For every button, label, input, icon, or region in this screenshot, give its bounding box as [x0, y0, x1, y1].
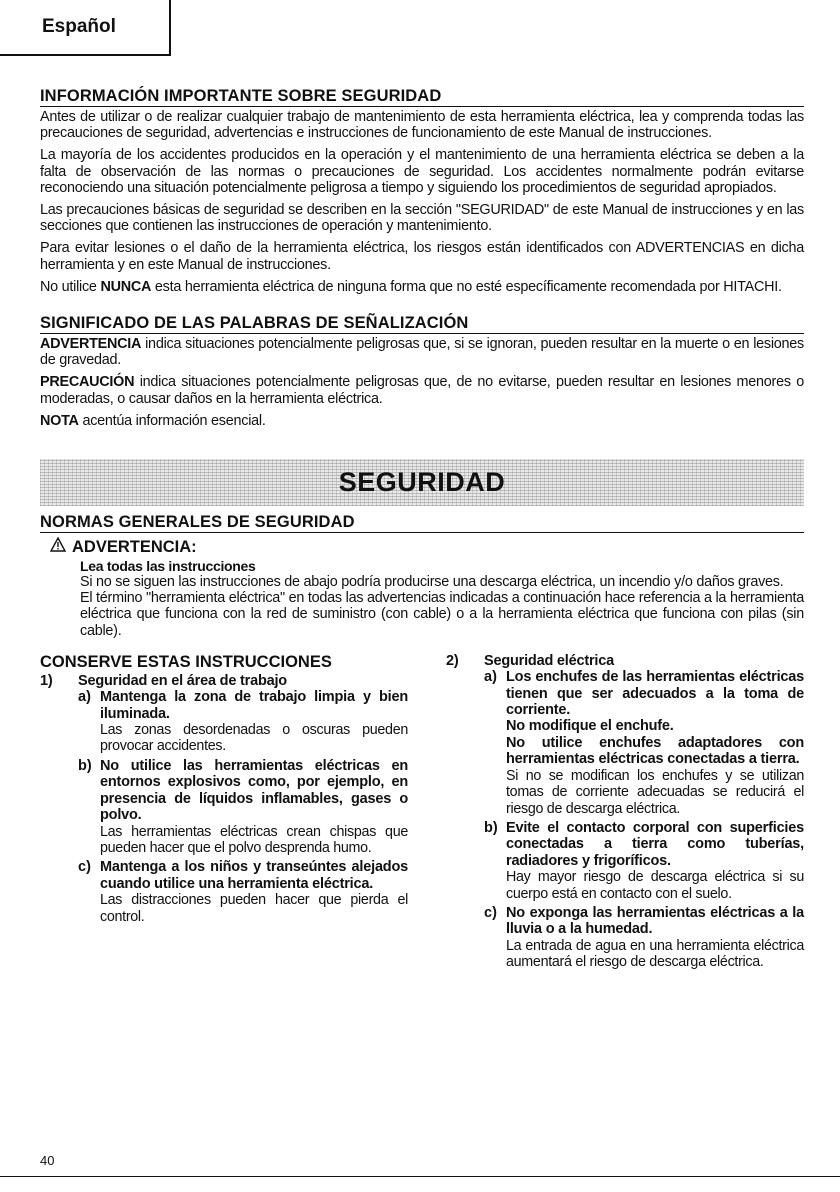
sub-item [40, 689, 408, 758]
sub-desc: Si no se modifican los enchufes y se utilizan tomas de corriente adecuadas se reducirá el riesgo de descarga eléctrica. [506, 767, 804, 817]
signal-word: ADVERTENCIA [40, 336, 142, 353]
sub-letter: c) [484, 904, 497, 921]
section-general-rules [40, 512, 804, 639]
sub-desc: La entrada de agua en una herramienta eléctrica aumentará el riesgo de descarga eléctrica. [506, 937, 804, 971]
paragraph: Antes de utilizar o de realizar cualquier trabajo de mantenimiento de esta herramienta eléctrica, lea y comprenda todas las precauciones de seguridad, advertencias e instrucciones de funcionamiento de este Manual de instrucciones. [40, 109, 804, 142]
emphasis: NUNCA [100, 278, 152, 295]
sub-letter: a) [484, 669, 497, 686]
sub-body [100, 689, 408, 758]
sub-title: No modifique el enchufe. [506, 718, 674, 735]
sub-title: No utilice las herramientas eléctricas en entornos explosivos como, por ejemplo, en presencia de líquidos inflamables, gases o polvo. [100, 757, 408, 824]
section-signal-words [40, 313, 804, 429]
sub-body [100, 859, 408, 928]
column-heading: CONSERVE ESTAS INSTRUCCIONES [40, 652, 332, 671]
paragraph [40, 279, 804, 295]
text: No utilice [40, 278, 101, 295]
rule-item [446, 653, 804, 669]
sub-body [100, 758, 408, 859]
sub-item [446, 820, 804, 905]
banner-title: SEGURIDAD [338, 467, 506, 498]
sub-item [40, 859, 408, 928]
sub-desc: Las zonas desordenadas o oscuras pueden provocar accidentes. [100, 722, 408, 755]
signal-word: NOTA [40, 412, 79, 429]
warning-subtitle: Lea todas las instrucciones [80, 558, 256, 575]
item-title: Seguridad eléctrica [484, 652, 614, 669]
sub-title: Mantenga a los niños y transeúntes alejados cuando utilice una herramienta eléctrica. [100, 859, 408, 892]
right-column [446, 653, 804, 974]
rule-item [40, 673, 408, 689]
warning-label: ADVERTENCIA: [72, 538, 197, 557]
warning-title [50, 537, 804, 556]
item-number: 2) [446, 652, 459, 669]
sub-title: Evite el contacto corporal con superficies conectadas a tierra como tuberías, radiadores y frigoríficos. [506, 819, 804, 869]
sub-letter: c) [78, 859, 91, 876]
page-number: 40 [40, 1153, 55, 1168]
sub-item [446, 905, 804, 974]
bottom-divider [0, 1176, 840, 1177]
text: indica situaciones potencialmente peligrosas que, si se ignoran, pueden resultar en la muerte o en lesiones de gravedad. [40, 336, 804, 369]
sub-body [506, 905, 804, 974]
paragraph [40, 374, 804, 406]
paragraph [40, 413, 804, 429]
section-heading: SIGNIFICADO DE LAS PALABRAS DE SEÑALIZACIÓN [40, 313, 804, 334]
safety-banner [40, 459, 804, 506]
sub-desc: Las distracciones pueden hacer que pierda el control. [100, 892, 408, 925]
sub-letter: b) [484, 819, 498, 836]
sub-body [506, 669, 804, 820]
paragraph [40, 336, 804, 368]
section-heading: INFORMACIÓN IMPORTANTE SOBRE SEGURIDAD [40, 86, 804, 107]
sub-title: No exponga las herramientas eléctricas a la lluvia o a la humedad. [506, 904, 804, 938]
sub-title: No utilice enchufes adaptadores con herramientas eléctricas conectadas a tierra. [506, 734, 804, 768]
paragraph: Si no se siguen las instrucciones de abajo podría producirse una descarga eléctrica, un incendio y/o daños graves. [80, 574, 784, 591]
text: acentúa información esencial. [78, 412, 266, 429]
paragraph: Para evitar lesiones o el daño de la herramienta eléctrica, los riesgos están identificados con ADVERTENCIAS en dicha herramienta y en este Manual de instrucciones. [40, 240, 804, 273]
section-heading: NORMAS GENERALES DE SEGURIDAD [40, 512, 804, 533]
signal-word: PRECAUCIÓN [40, 374, 135, 391]
sub-desc: Las herramientas eléctricas crean chispas que pueden hacer que el polvo desprenda humo. [100, 823, 408, 856]
sub-item [40, 758, 408, 859]
warning-block [40, 537, 804, 639]
left-column [40, 653, 408, 974]
warning-triangle-icon [50, 537, 66, 556]
text: indica situaciones potencialmente peligrosas que, de no evitarse, pueden resultar en lesiones menores o moderadas, o causar daños en la herramienta eléctrica. [40, 374, 804, 407]
sub-title: Los enchufes de las herramientas eléctricas tienen que ser adecuados a la toma de corriente. [506, 669, 804, 719]
paragraph: La mayoría de los accidentes producidos en la operación y el mantenimiento de una herramienta eléctrica se deben a la falta de observación de las normas o precauciones de seguridad. Los accidentes normalmente podrán evitarse reconociendo una situación potencialmente peligrosa a tiempo y siguiendo los procedimientos de seguridad apropiados. [40, 147, 804, 196]
section-important-safety [40, 86, 804, 295]
paragraph: Las precauciones básicas de seguridad se describen en la sección "SEGURIDAD" de este Manual de instrucciones y en las secciones que contienen las instrucciones de operación y mantenimiento. [40, 202, 804, 235]
sub-body [506, 820, 804, 905]
sub-letter: b) [78, 757, 92, 774]
two-column-rules [40, 653, 804, 974]
page-content [40, 86, 804, 974]
paragraph: El término "herramienta eléctrica" en todas las advertencias indicadas a continuación hace referencia a la herramienta eléctrica que funciona con la red de suministro (con cable) o a la herramienta eléctrica que funciona con pilas (sin cable). [80, 590, 804, 639]
sub-title: Mantenga la zona de trabajo limpia y bien iluminada. [100, 689, 408, 722]
sub-item [446, 669, 804, 820]
sub-letter: a) [78, 689, 91, 706]
item-number: 1) [40, 672, 53, 689]
item-title: Seguridad en el área de trabajo [78, 672, 287, 689]
sub-desc: Hay mayor riesgo de descarga eléctrica si su cuerpo está en contacto con el suelo. [506, 869, 804, 902]
text: esta herramienta eléctrica de ninguna forma que no esté específicamente recomendada por HITACHI. [151, 278, 782, 295]
language-tab: Español [0, 0, 171, 56]
